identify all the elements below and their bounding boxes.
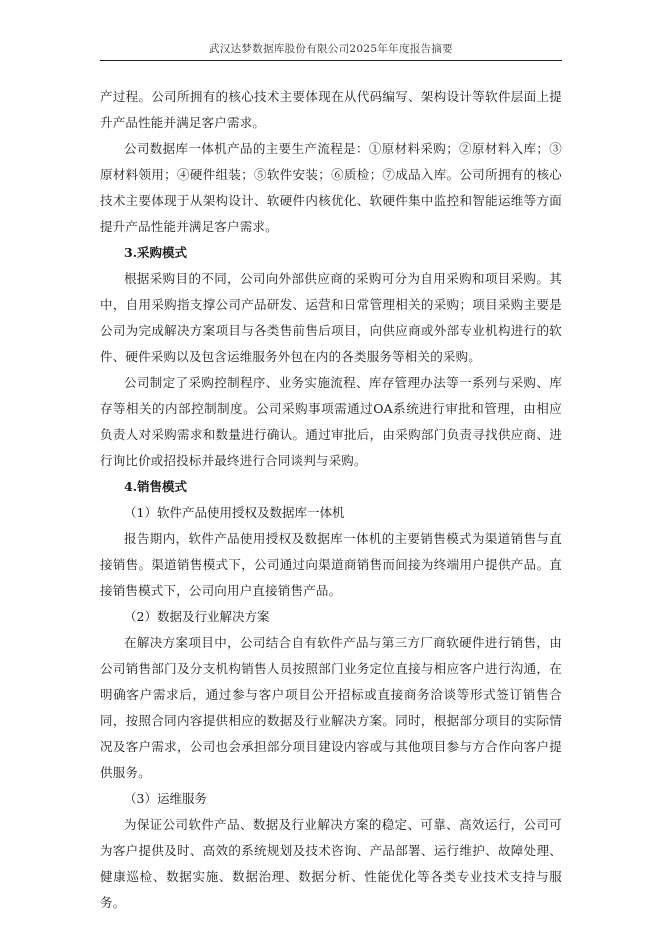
paragraph-production-process: 产过程。公司所拥有的核心技术主要体现在从代码编写、架构设计等软件层面上提升产品性能并满足客户需求。	[100, 89, 562, 130]
subheading-software-license: （1）软件产品使用授权及数据库一体机	[124, 505, 345, 520]
header-divider	[100, 60, 562, 61]
paragraph-procurement-types: 根据采购目的不同，公司向外部供应商的采购可分为自用采购和项目采购。其中，自用采购指支撑公司产品研发、运营和日常管理相关的采购；项目采购主要是公司为完成解决方案项目与各类售前售后项目，向供应商或外部专业机构进行的软件、硬件采购以及包含运维服务外包在内的各类服务等相关的采购。	[100, 271, 562, 364]
paragraph-procurement-controls: 公司制定了采购控制程序、业务实施流程、库存管理办法等一系列与采购、库存等相关的内部控制制度。公司采购事项需通过OA系统进行审批和管理，由相应负责人对采购需求和数量进行确认。通过审批后，由采购部门负责寻找供应商、进行询比价或招投标并最终进行合同谈判与采购。	[100, 375, 562, 468]
paragraph-software-license-sales: 报告期内，软件产品使用授权及数据库一体机的主要销售模式为渠道销售与直接销售。渠道销售模式下，公司通过向渠道商销售而间接为终端用户提供产品。直接销售模式下，公司向用户直接销售产品。	[100, 531, 562, 598]
paragraph-maintenance-services: 为保证公司软件产品、数据及行业解决方案的稳定、可靠、高效运行，公司可为客户提供及时、高效的系统规划及技术咨询、产品部署、运行维护、故障处理、健康巡检、数据实施、数据治理、数据分析、性能优化等各类专业技术支持与服务。	[100, 817, 562, 910]
subheading-data-solutions: （2）数据及行业解决方案	[124, 609, 270, 624]
heading-sales-model: 4.销售模式	[124, 479, 188, 494]
page-header: 武汉达梦数据库股份有限公司2025年年度报告摘要	[209, 43, 453, 55]
subheading-maintenance-services: （3）运维服务	[124, 791, 207, 806]
paragraph-data-solutions-sales: 在解决方案项目中，公司结合自有软件产品与第三方厂商软硬件进行销售，由公司销售部门及分支机构销售人员按照部门业务定位直接与相应客户进行沟通，在明确客户需求后，通过参与客户项目公开招标或直接商务洽谈等形式签订销售合同，按照合同内容提供相应的数据及行业解决方案。同时，根据部分项目的实际情况及客户需求，公司也会承担部分项目建设内容或与其他项目参与方合作向客户提供服务。	[100, 635, 562, 780]
heading-procurement-model: 3.采购模式	[124, 245, 188, 260]
paragraph-appliance-production: 公司数据库一体机产品的主要生产流程是：①原材料采购；②原材料入库；③原材料领用；④硬件组装；⑤软件安装；⑥质检；⑦成品入库。公司所拥有的核心技术主要体现于从架构设计、软硬件内核优化、软硬件集中监控和智能运维等方面提升产品性能并满足客户需求。	[100, 141, 562, 234]
document-body	[100, 84, 562, 916]
